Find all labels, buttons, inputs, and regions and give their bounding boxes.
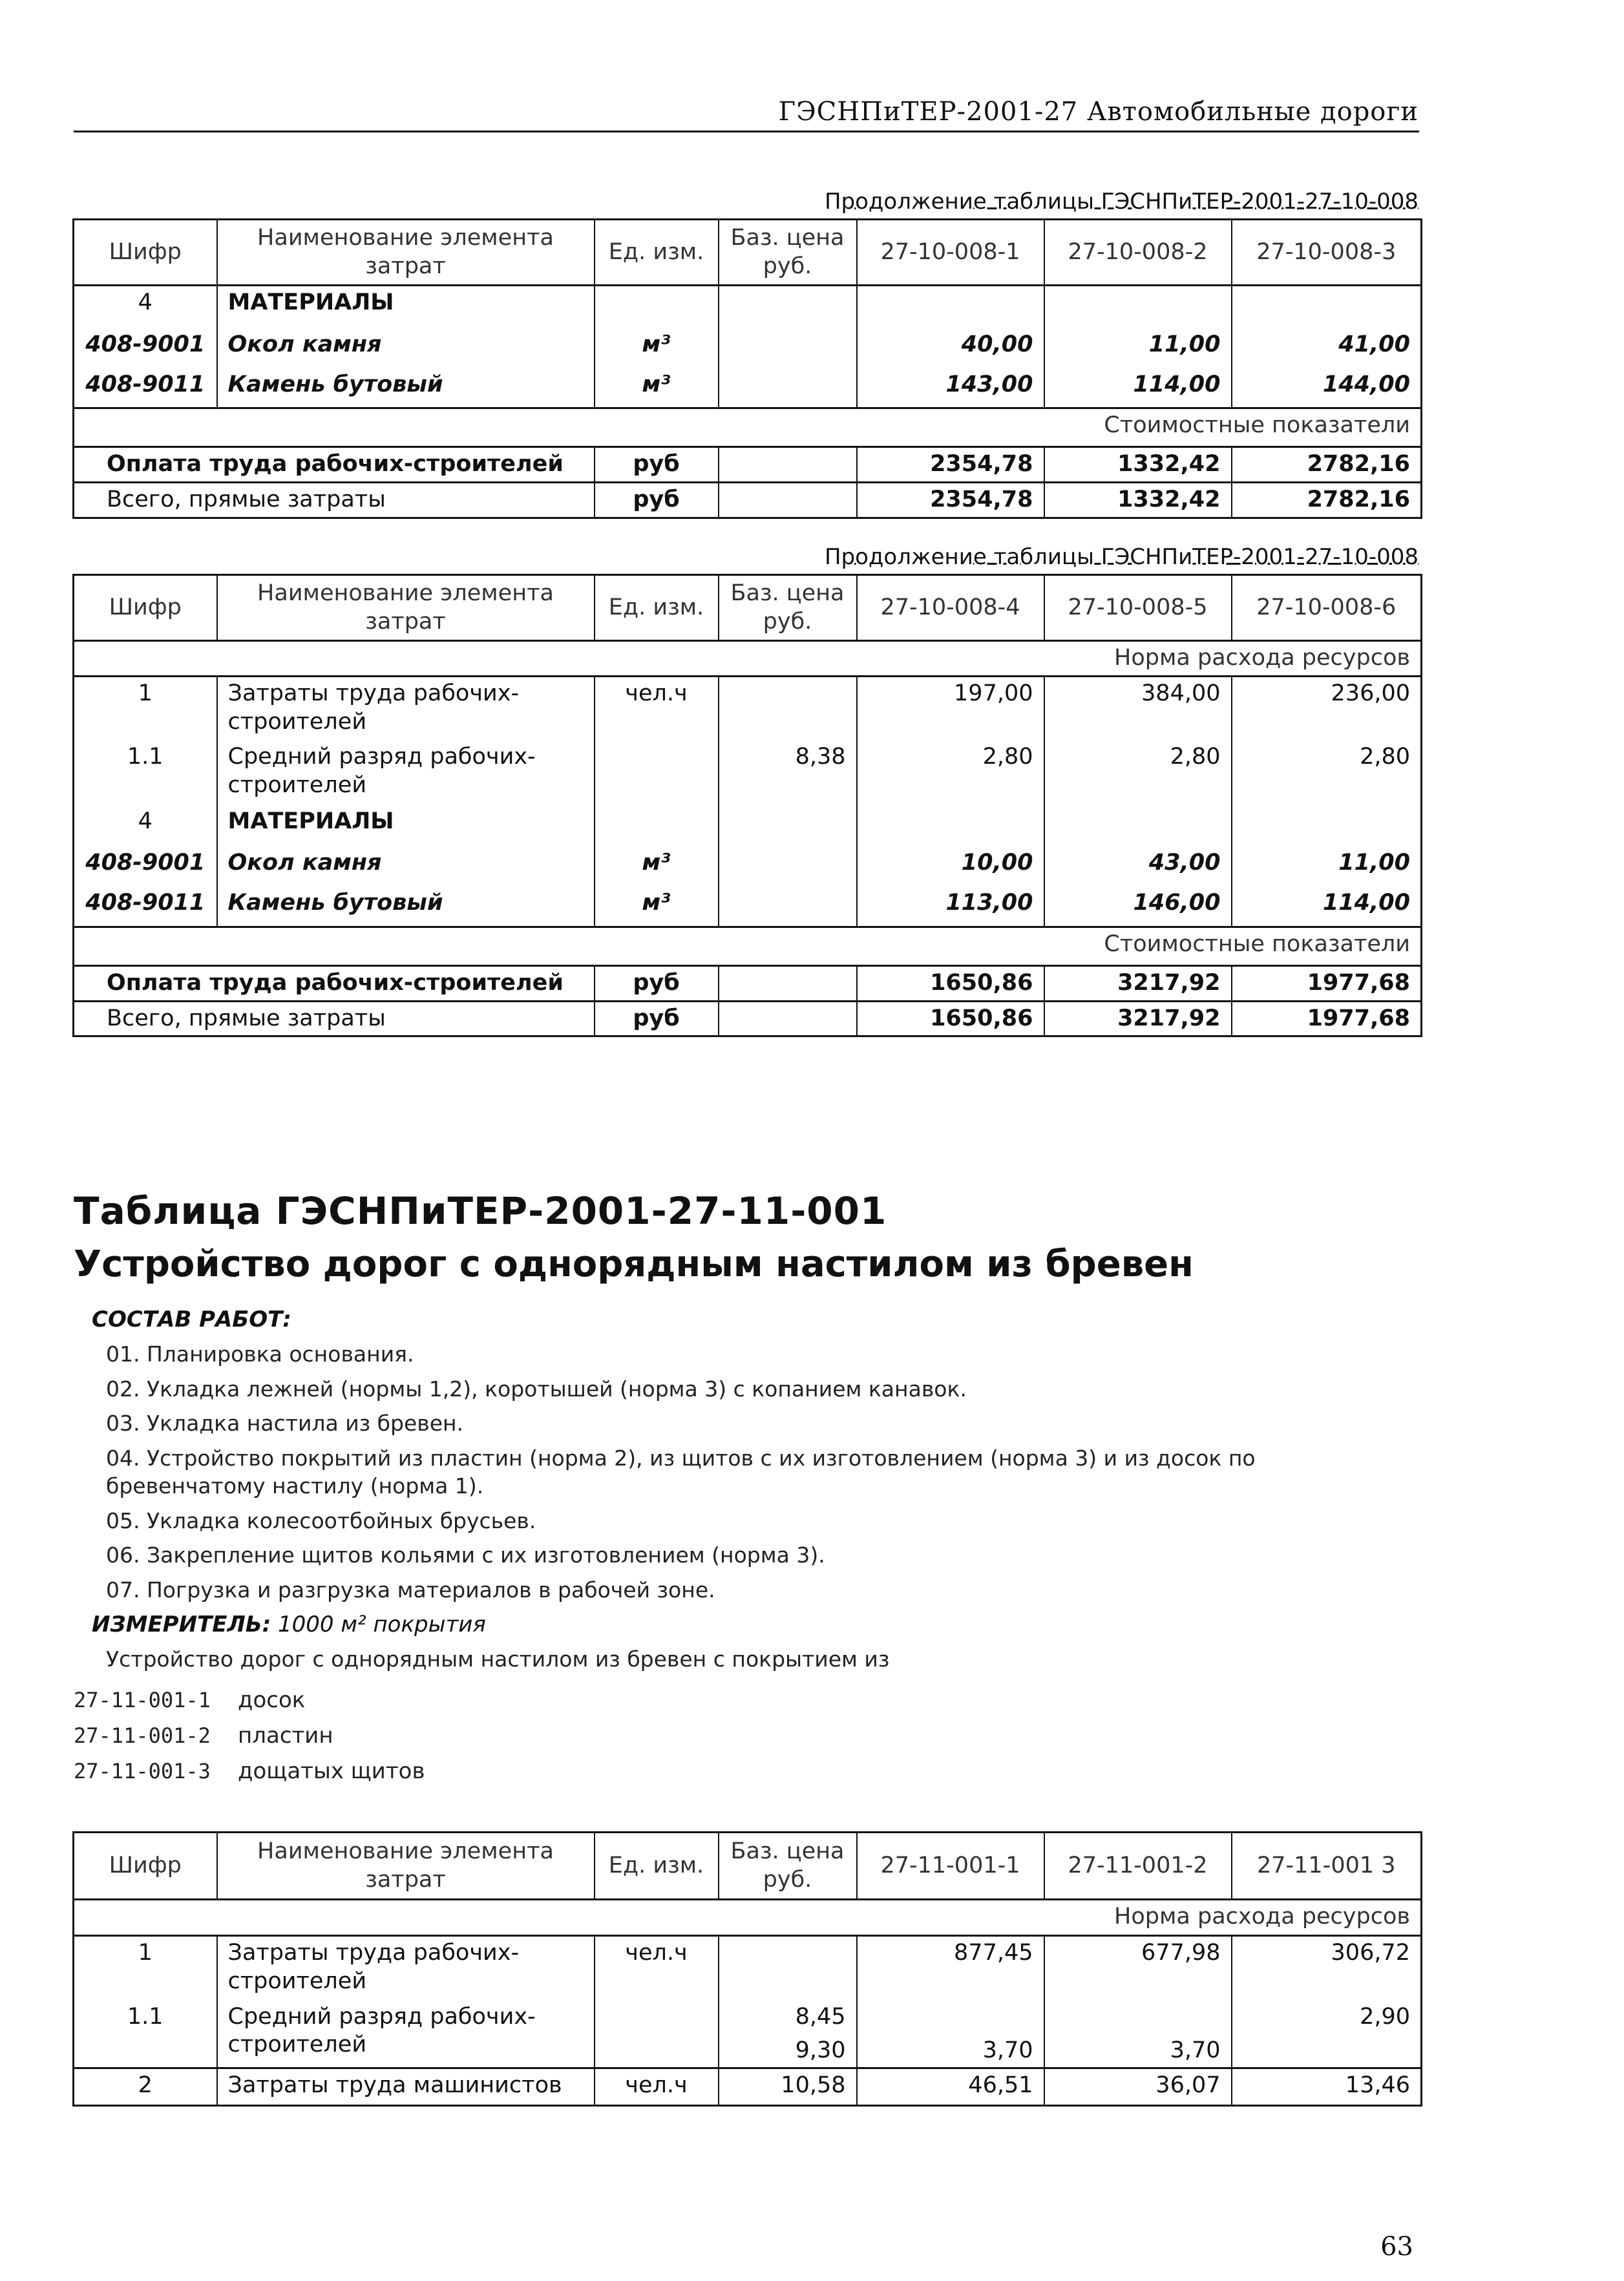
row-value: 2,80 [1044, 741, 1232, 805]
total-unit: руб [595, 482, 719, 518]
row-value: 2,80 [1232, 741, 1422, 805]
total-label: Всего, прямые затраты [74, 482, 595, 518]
row-name: Камень бутовый [217, 887, 595, 927]
band-label: Норма расхода ресурсов [74, 1900, 1422, 1936]
row-price [719, 1936, 857, 2001]
row-name: Окол камня [217, 846, 595, 887]
pay-row [74, 965, 1422, 1001]
table-row [74, 1936, 1422, 2001]
list-item: 02. Укладка лежней (нормы 1,2), коротышей (норма 3) с копанием канавок. [106, 1376, 967, 1402]
list-item: 05. Укладка колесоотбойных брусьев. [106, 1508, 536, 1533]
pay-value: 2354,78 [857, 447, 1044, 483]
col-price-header: Баз. цена руб. [719, 1833, 857, 1900]
row-value: 3,70 [1044, 2034, 1232, 2068]
table-row [74, 2001, 1422, 2034]
row-name: Средний разряд рабочих-строителей [217, 741, 595, 805]
row-unit: чел.ч [595, 1936, 719, 2001]
row-value [857, 286, 1044, 328]
row-name: МАТЕРИАЛЫ [217, 805, 595, 846]
table1 [72, 218, 1422, 519]
total-value: 3217,92 [1044, 1001, 1232, 1036]
row-price: 8,45 [719, 2001, 857, 2034]
meter-line [92, 1612, 486, 1637]
list-item: 06. Закрепление щитов кольями с их изготовлением (норма 3). [106, 1542, 825, 1568]
row-price [719, 676, 857, 741]
row-value: 306,72 [1232, 1936, 1422, 2001]
norm-description: Устройство дорог с однорядным настилом из бревен с покрытием из [106, 1646, 890, 1672]
col-norm-header: 27-10-008-3 [1232, 220, 1422, 286]
table-row [74, 887, 1422, 927]
meter-label: ИЗМЕРИТЕЛЬ: [92, 1612, 271, 1637]
meter-value: 1000 м² покрытия [278, 1612, 486, 1637]
row-value: 144,00 [1232, 368, 1422, 408]
row-value: 46,51 [857, 2068, 1044, 2106]
row-code: 408-9011 [74, 887, 217, 927]
row-value [1044, 286, 1232, 328]
table2 [72, 574, 1422, 1037]
row-value [1232, 286, 1422, 328]
row-unit [595, 805, 719, 846]
norm-code: 27-11-001-3 [74, 1759, 211, 1784]
row-code: 408-9001 [74, 846, 217, 887]
col-unit-header: Ед. изм. [595, 1833, 719, 1900]
total-unit: руб [595, 1001, 719, 1036]
row-value [1044, 2001, 1232, 2034]
row-value: 13,46 [1232, 2068, 1422, 2106]
list-item: 03. Укладка настила из бревен. [106, 1411, 464, 1436]
row-price [719, 368, 857, 408]
header-rule [74, 131, 1419, 132]
col-code-header: Шифр [74, 575, 217, 641]
table-row [74, 328, 1422, 368]
list-item [74, 1718, 425, 1754]
row-name: Затраты труда машинистов [217, 2068, 595, 2106]
works-list [106, 1340, 1411, 1610]
row-value: 40,00 [857, 328, 1044, 368]
row-price: 10,58 [719, 2068, 857, 2106]
table1-continuation: Продолжение таблицы ГЭСНПиТЕР-2001-27-10-008 [824, 189, 1418, 215]
row-unit: чел.ч [595, 676, 719, 741]
row-value: 146,00 [1044, 887, 1232, 927]
page-number: 63 [1380, 2232, 1413, 2262]
pay-unit: руб [595, 965, 719, 1001]
col-name-header: Наименование элемента затрат [217, 1833, 595, 1900]
row-unit [595, 286, 719, 328]
row-value: 11,00 [1232, 846, 1422, 887]
section-subtitle: Устройство дорог с однорядным настилом из бревен [74, 1243, 1194, 1285]
row-value: 114,00 [1044, 368, 1232, 408]
total-value: 1650,86 [857, 1001, 1044, 1036]
pay-row [74, 447, 1422, 483]
row-value: 10,00 [857, 846, 1044, 887]
col-unit-header: Ед. изм. [595, 575, 719, 641]
norm-code: 27-11-001-1 [74, 1688, 211, 1712]
band-row [74, 927, 1422, 965]
row-code: 4 [74, 286, 217, 328]
pay-label: Оплата труда рабочих-строителей [74, 447, 595, 483]
row-unit: чел.ч [595, 2068, 719, 2106]
col-norm-header: 27-11-001-1 [857, 1833, 1044, 1900]
row-value: 384,00 [1044, 676, 1232, 741]
row-value: 11,00 [1044, 328, 1232, 368]
col-norm-header: 27-10-008-5 [1044, 575, 1232, 641]
col-norm-header: 27-10-008-1 [857, 220, 1044, 286]
pay-value: 1332,42 [1044, 447, 1232, 483]
row-price [719, 846, 857, 887]
total-value: 1332,42 [1044, 482, 1232, 518]
row-unit: м³ [595, 328, 719, 368]
col-code-header: Шифр [74, 1833, 217, 1900]
band-row [74, 641, 1422, 677]
row-name: Затраты труда рабочих-строителей [217, 676, 595, 741]
row-name: Камень бутовый [217, 368, 595, 408]
table2-continuation: Продолжение таблицы ГЭСНПиТЕР-2001-27-10-008 [824, 544, 1418, 570]
table-row [74, 846, 1422, 887]
row-value: 114,00 [1232, 887, 1422, 927]
norm-codes-list [74, 1683, 425, 1789]
row-value [857, 805, 1044, 846]
running-header: ГЭСНПиТЕР-2001-27 Автомобильные дороги [778, 97, 1418, 127]
total-row [74, 1001, 1422, 1036]
total-value: 2782,16 [1232, 482, 1422, 518]
band-row [74, 1900, 1422, 1936]
list-item: 07. Погрузка и разгрузка материалов в рабочей зоне. [106, 1577, 715, 1603]
row-value: 2,80 [857, 741, 1044, 805]
row-value [1232, 805, 1422, 846]
row-code: 408-9001 [74, 328, 217, 368]
row-price [719, 328, 857, 368]
total-row [74, 482, 1422, 518]
list-item: 04. Устройство покрытий из пластин (норма 2), из щитов с их изготовлением (норма 3) и из досок по бревенчатому настилу (норма 1). [106, 1445, 1256, 1499]
band-label: Норма расхода ресурсов [74, 641, 1422, 677]
col-code-header: Шифр [74, 220, 217, 286]
row-value: 3,70 [857, 2034, 1044, 2068]
row-value: 43,00 [1044, 846, 1232, 887]
row-unit: м³ [595, 887, 719, 927]
row-value [1044, 805, 1232, 846]
row-value: 36,07 [1044, 2068, 1232, 2106]
pay-value: 2782,16 [1232, 447, 1422, 483]
row-name: Средний разряд рабочих-строителей [217, 2001, 595, 2068]
col-norm-header: 27-10-008-2 [1044, 220, 1232, 286]
col-unit-header: Ед. изм. [595, 220, 719, 286]
table-row [74, 805, 1422, 846]
row-value: 143,00 [857, 368, 1044, 408]
row-value: 677,98 [1044, 1936, 1232, 2001]
works-label: СОСТАВ РАБОТ: [92, 1307, 291, 1332]
row-code: 1.1 [74, 2001, 217, 2068]
pay-price [719, 965, 857, 1001]
col-norm-header: 27-10-008-4 [857, 575, 1044, 641]
col-name-header: Наименование элемента затрат [217, 575, 595, 641]
band-label: Стоимостные показатели [74, 408, 1422, 447]
row-unit: м³ [595, 368, 719, 408]
pay-value: 3217,92 [1044, 965, 1232, 1001]
row-value: 197,00 [857, 676, 1044, 741]
row-code: 408-9011 [74, 368, 217, 408]
table-row [74, 286, 1422, 328]
row-value: 236,00 [1232, 676, 1422, 741]
row-value: 877,45 [857, 1936, 1044, 2001]
row-price [719, 805, 857, 846]
total-price [719, 1001, 857, 1036]
total-value: 1977,68 [1232, 1001, 1422, 1036]
row-price [719, 887, 857, 927]
pay-label: Оплата труда рабочих-строителей [74, 965, 595, 1001]
row-value [1232, 2034, 1422, 2068]
list-item [74, 1683, 425, 1718]
section-title: Таблица ГЭСНПиТЕР-2001-27-11-001 [74, 1189, 887, 1233]
row-value: 2,90 [1232, 2001, 1422, 2034]
list-item: 01. Планировка основания. [106, 1341, 414, 1367]
col-price-header: Баз. цена руб. [719, 575, 857, 641]
col-norm-header: 27-10-008-6 [1232, 575, 1422, 641]
row-price: 9,30 [719, 2034, 857, 2068]
norm-code-label: досок [238, 1687, 306, 1713]
table-row [74, 741, 1422, 805]
col-norm-header: 27-11-001 3 [1232, 1833, 1422, 1900]
table3 [72, 1831, 1422, 2107]
row-price [719, 286, 857, 328]
total-value: 2354,78 [857, 482, 1044, 518]
norm-code: 27-11-001-2 [74, 1723, 211, 1749]
row-code: 2 [74, 2068, 217, 2106]
table2-header-row [74, 575, 1422, 641]
band-row [74, 408, 1422, 447]
row-code: 4 [74, 805, 217, 846]
row-code: 1 [74, 1936, 217, 2001]
row-unit [595, 741, 719, 805]
total-label: Всего, прямые затраты [74, 1001, 595, 1036]
pay-value: 1650,86 [857, 965, 1044, 1001]
row-unit [595, 2001, 719, 2068]
norm-code-label: дощатых щитов [238, 1758, 425, 1785]
row-name: Окол камня [217, 328, 595, 368]
row-name: Затраты труда рабочих-строителей [217, 1936, 595, 2001]
col-norm-header: 27-11-001-2 [1044, 1833, 1232, 1900]
band-label: Стоимостные показатели [74, 927, 1422, 965]
pay-price [719, 447, 857, 483]
norm-code-label: пластин [238, 1723, 333, 1749]
list-item [74, 1754, 425, 1789]
col-name-header: Наименование элемента затрат [217, 220, 595, 286]
col-price-header: Баз. цена руб. [719, 220, 857, 286]
pay-value: 1977,68 [1232, 965, 1422, 1001]
table-row [74, 368, 1422, 408]
table-row [74, 2068, 1422, 2106]
row-value [857, 2001, 1044, 2034]
row-value: 113,00 [857, 887, 1044, 927]
table-row [74, 676, 1422, 741]
row-price: 8,38 [719, 741, 857, 805]
row-code: 1.1 [74, 741, 217, 805]
row-name: МАТЕРИАЛЫ [217, 286, 595, 328]
table3-header-row [74, 1833, 1422, 1900]
pay-unit: руб [595, 447, 719, 483]
total-price [719, 482, 857, 518]
row-code: 1 [74, 676, 217, 741]
table1-header-row [74, 220, 1422, 286]
row-unit: м³ [595, 846, 719, 887]
row-value: 41,00 [1232, 328, 1422, 368]
